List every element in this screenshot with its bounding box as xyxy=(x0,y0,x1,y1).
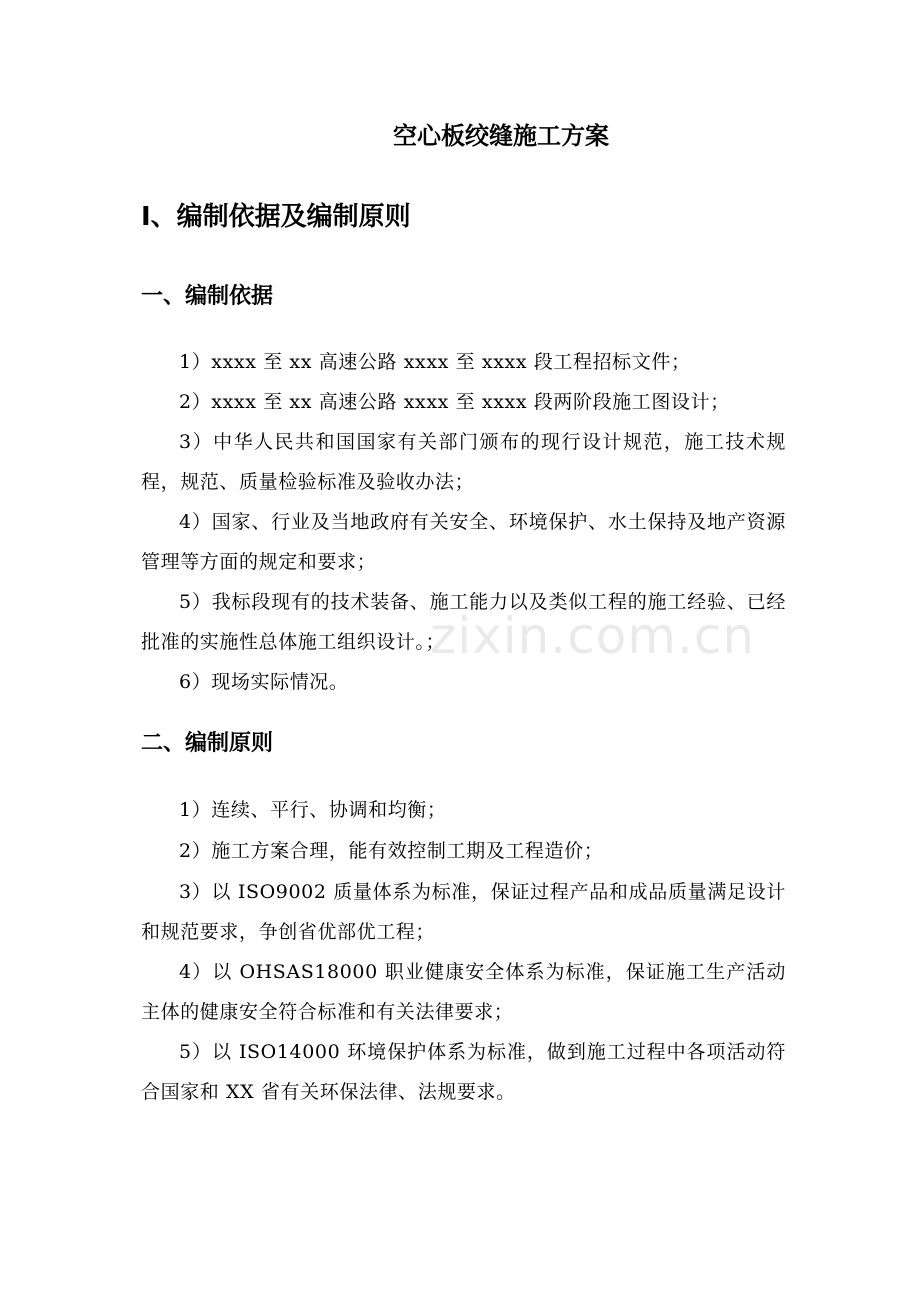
principle-item-1: 1）连续、平行、协调和均衡； xyxy=(179,799,447,821)
section-heading-basis: 一、编制依据 xyxy=(141,284,274,309)
section-heading-principles: 二、编制原则 xyxy=(141,731,274,756)
part-heading: Ⅰ、编制依据及编制原则 xyxy=(141,202,411,232)
basis-item-2: 2）xxxx 至 xx 高速公路 xxxx 至 xxxx 段两阶段施工图设计； xyxy=(179,391,730,413)
principle-item-2: 2）施工方案合理，能有效控制工期及工程造价； xyxy=(179,840,604,862)
basis-item-6: 6）现场实际情况。 xyxy=(179,671,349,693)
basis-item-1: 1）xxxx 至 xx 高速公路 xxxx 至 xxxx 段工程招标文件； xyxy=(179,351,691,373)
watermark-text: zixin.com.cn xyxy=(430,607,756,665)
document-title: 空心板绞缝施工方案 xyxy=(393,121,609,150)
basis-item-5: 5）我标段现有的技术装备、施工能力以及类似工程的施工经验、已经批准的实施性总体施工组织设计。； xyxy=(141,591,786,653)
principle-item-5: 5）以 ISO14000 环境保护体系为标准，做到施工过程中各项活动符合国家和 XX 省有关环保法律、法规要求。 xyxy=(141,1041,786,1103)
basis-item-4: 4）国家、行业及当地政府有关安全、环境保护、水土保持及地产资源管理等方面的规定和要求； xyxy=(141,511,786,573)
principle-item-4: 4）以 OHSAS18000 职业健康安全体系为标准，保证施工生产活动主体的健康安全符合标准和有关法律要求； xyxy=(141,961,786,1023)
principle-item-3: 3）以 ISO9002 质量体系为标准，保证过程产品和成品质量满足设计和规范要求，争创省优部优工程； xyxy=(141,881,786,943)
basis-item-3: 3）中华人民共和国国家有关部门颁布的现行设计规范，施工技术规程，规范、质量检验标准及验收办法； xyxy=(141,431,786,493)
